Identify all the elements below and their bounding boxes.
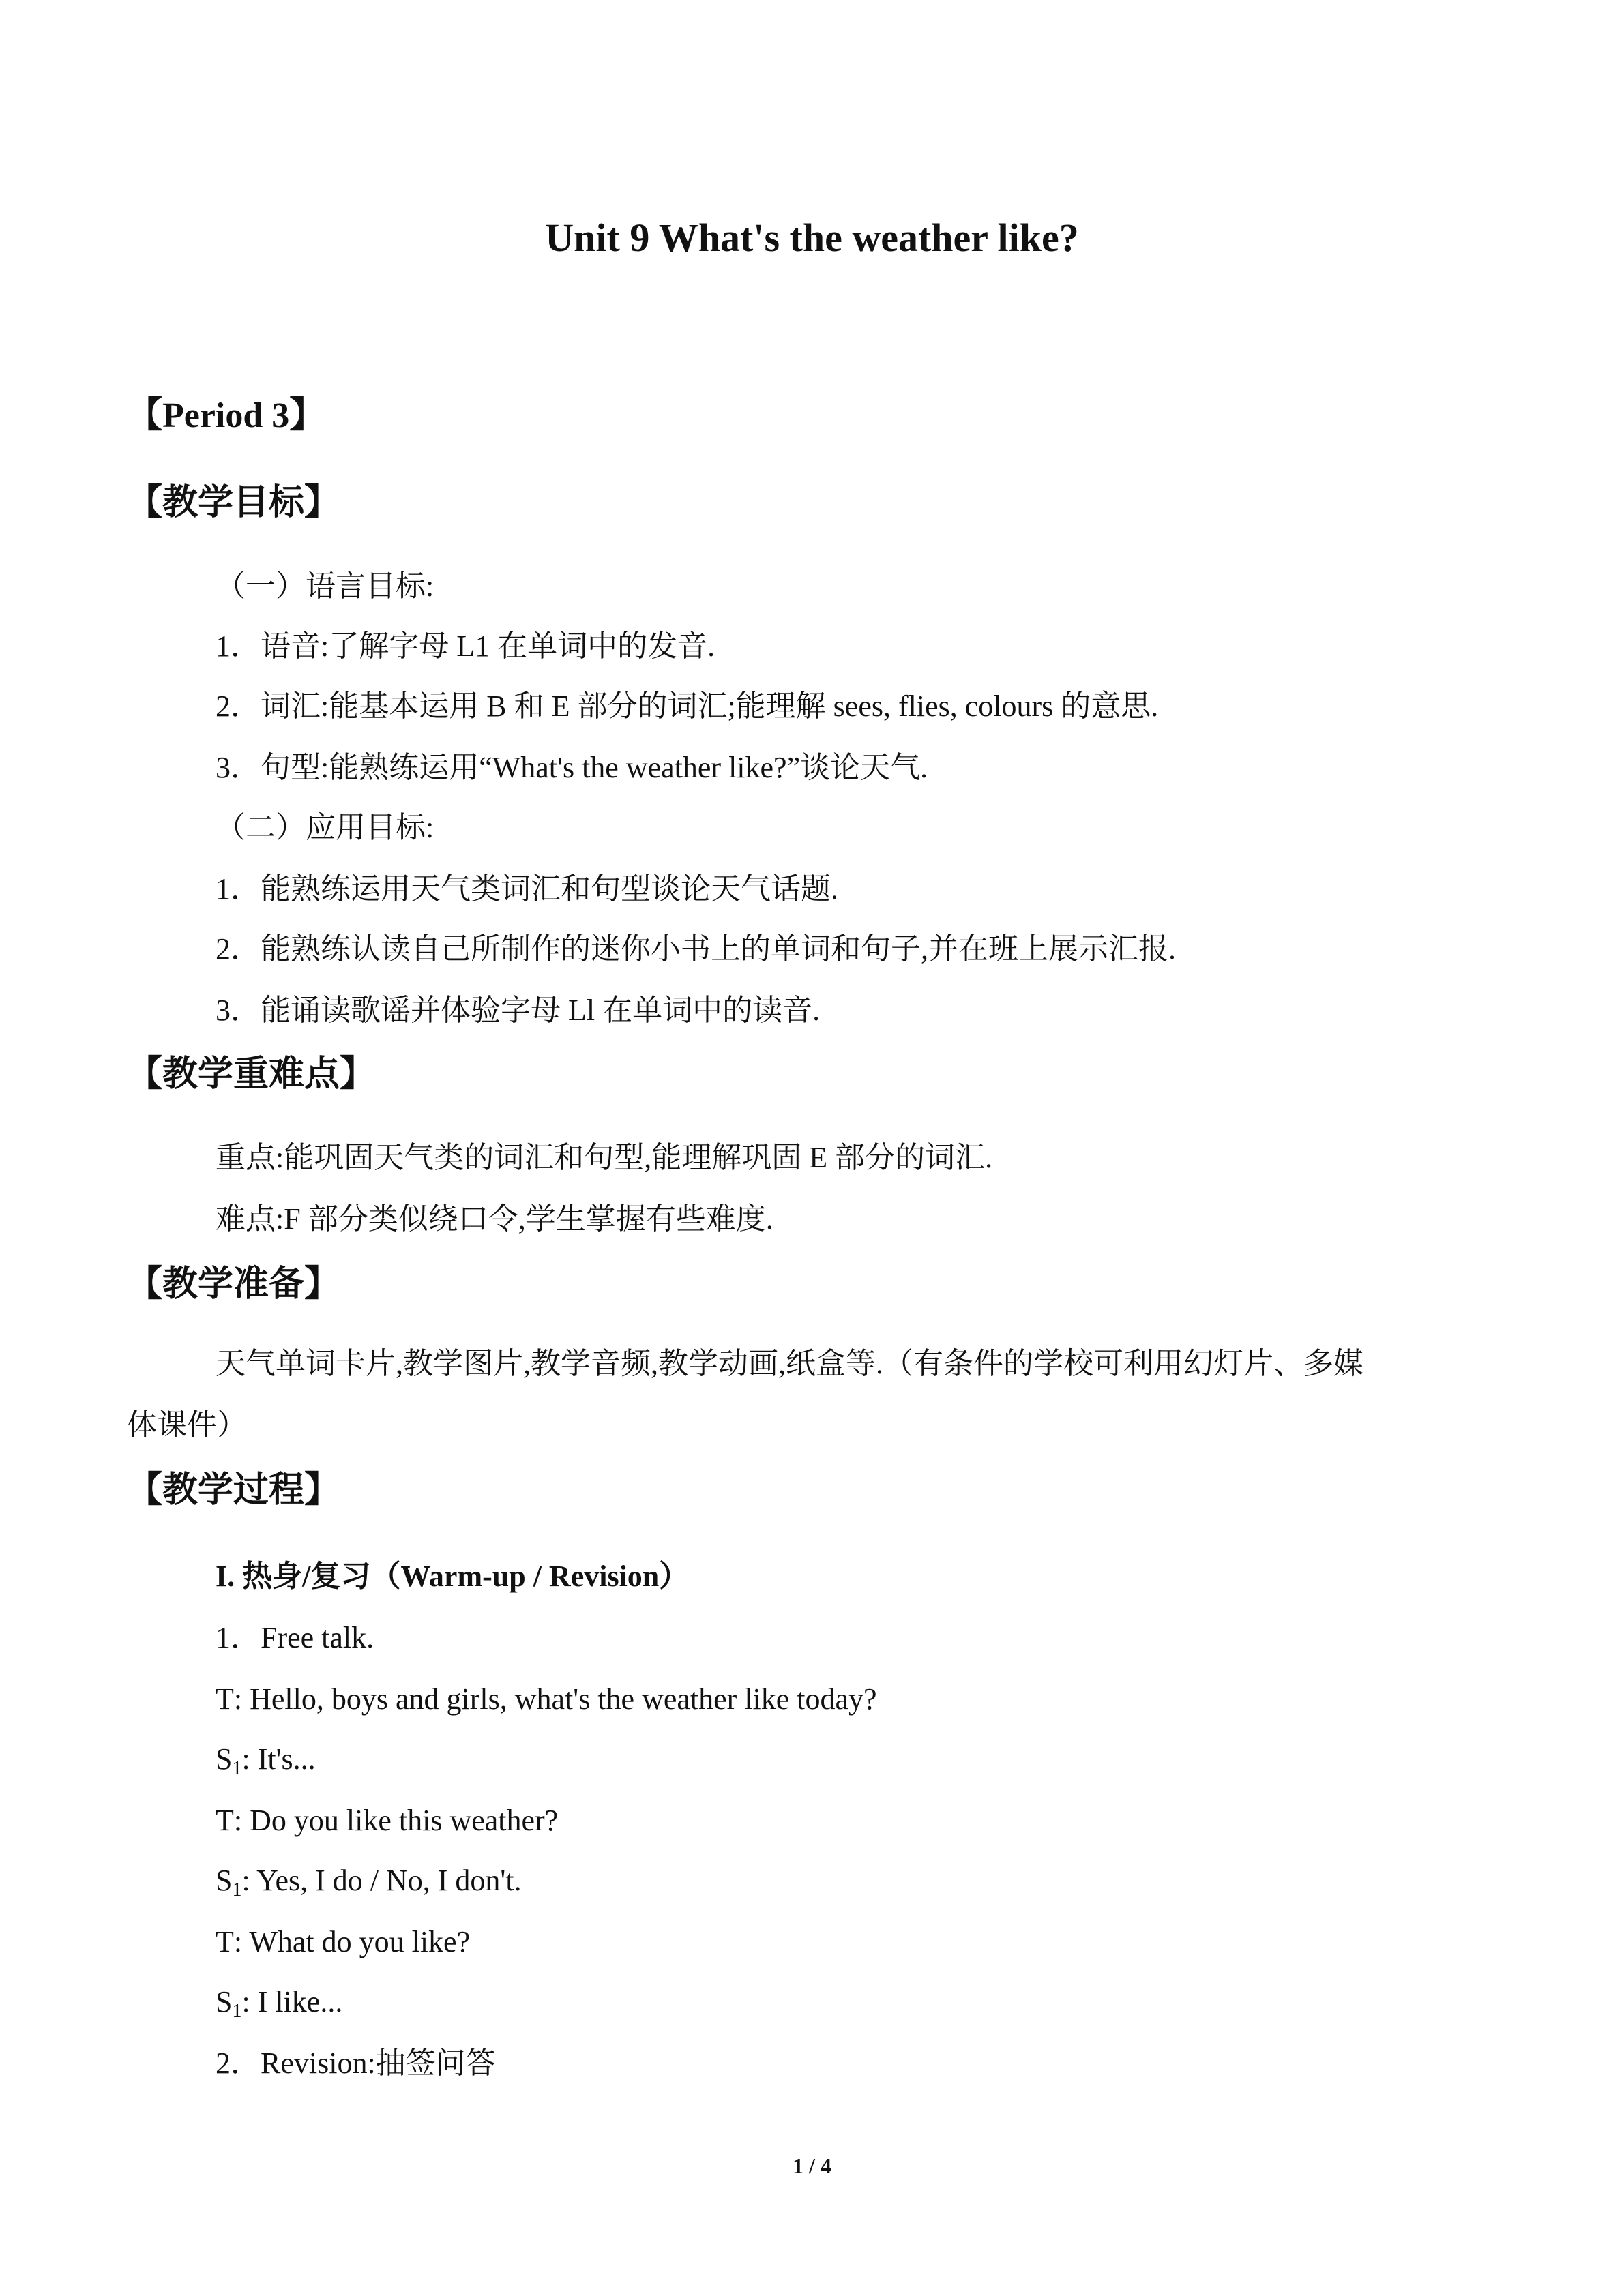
application-item-1: 1．能熟练运用天气类词汇和句型谈论天气话题.: [216, 872, 838, 906]
language-item-3: 3．句型:能熟练运用“What's the weather like?”谈论天气.: [216, 751, 928, 784]
preparation-line-1: 天气单词卡片,教学图片,教学音频,教学动画,纸盒等.（有条件的学校可利用幻灯片、多媒: [216, 1347, 1363, 1380]
language-item-2: 2．词汇:能基本运用 B 和 E 部分的词汇;能理解 sees, flies, colours 的意思.: [216, 689, 1159, 723]
free-talk-item: 1．Free talk.: [216, 1621, 374, 1654]
preparation-line-2: 体课件）: [127, 1408, 247, 1442]
utterance: : What do you like?: [233, 1925, 471, 1958]
key-focus: 重点:能巩固天气类的词汇和句型,能理解巩固 E 部分的词汇.: [216, 1141, 993, 1174]
utterance: : I like...: [241, 1985, 343, 2018]
utterance: : Do you like this weather?: [233, 1804, 559, 1837]
period-heading: 【Period 3】: [127, 396, 325, 435]
section-warmup-heading: I. 热身/复习（Warm-up / Revision）: [216, 1560, 690, 1593]
utterance: : Hello, boys and girls, what's the weather like today?: [233, 1682, 877, 1716]
dialogue-line: [216, 1806, 558, 1836]
dialogue-line: [216, 1864, 522, 1900]
utterance: : Yes, I do / No, I don't.: [241, 1864, 522, 1897]
dialogue-line: [216, 1684, 877, 1714]
revision-item: 2．Revision:抽签问答: [216, 2046, 496, 2080]
application-item-2: 2．能熟练认读自己所制作的迷你小书上的单词和句子,并在班上展示汇报.: [216, 932, 1176, 966]
speaker: T: [216, 1925, 234, 1958]
speaker: S: [216, 1864, 233, 1897]
language-item-1: 1．语音:了解字母 L1 在单词中的发音.: [216, 629, 715, 663]
utterance: : It's...: [241, 1742, 316, 1776]
speaker: S: [216, 1985, 233, 2018]
speaker-subscript: 1: [232, 2001, 242, 2022]
dialogue-line: [216, 1985, 343, 2022]
key-difficulty: 难点:F 部分类似绕口令,学生掌握有些难度.: [216, 1202, 773, 1236]
key-points-heading: 【教学重难点】: [127, 1055, 376, 1094]
preparation-heading: 【教学准备】: [127, 1265, 340, 1304]
speaker-subscript: 1: [232, 1879, 242, 1900]
speaker: T: [216, 1804, 234, 1837]
application-goal-label: （二）应用目标:: [216, 811, 434, 844]
document-title: Unit 9 What's the weather like?: [545, 215, 1079, 260]
language-goal-label: （一）语言目标:: [216, 569, 434, 603]
process-heading: 【教学过程】: [127, 1471, 340, 1510]
dialogue-line: [216, 1742, 316, 1779]
speaker: S: [216, 1742, 233, 1776]
speaker: T: [216, 1682, 234, 1716]
objectives-heading: 【教学目标】: [127, 483, 340, 522]
dialogue-line: [216, 1927, 470, 1957]
page-number: 1 / 4: [793, 2153, 831, 2178]
speaker-subscript: 1: [232, 1758, 242, 1779]
application-item-3: 3．能诵读歌谣并体验字母 Ll 在单词中的读音.: [216, 994, 821, 1027]
